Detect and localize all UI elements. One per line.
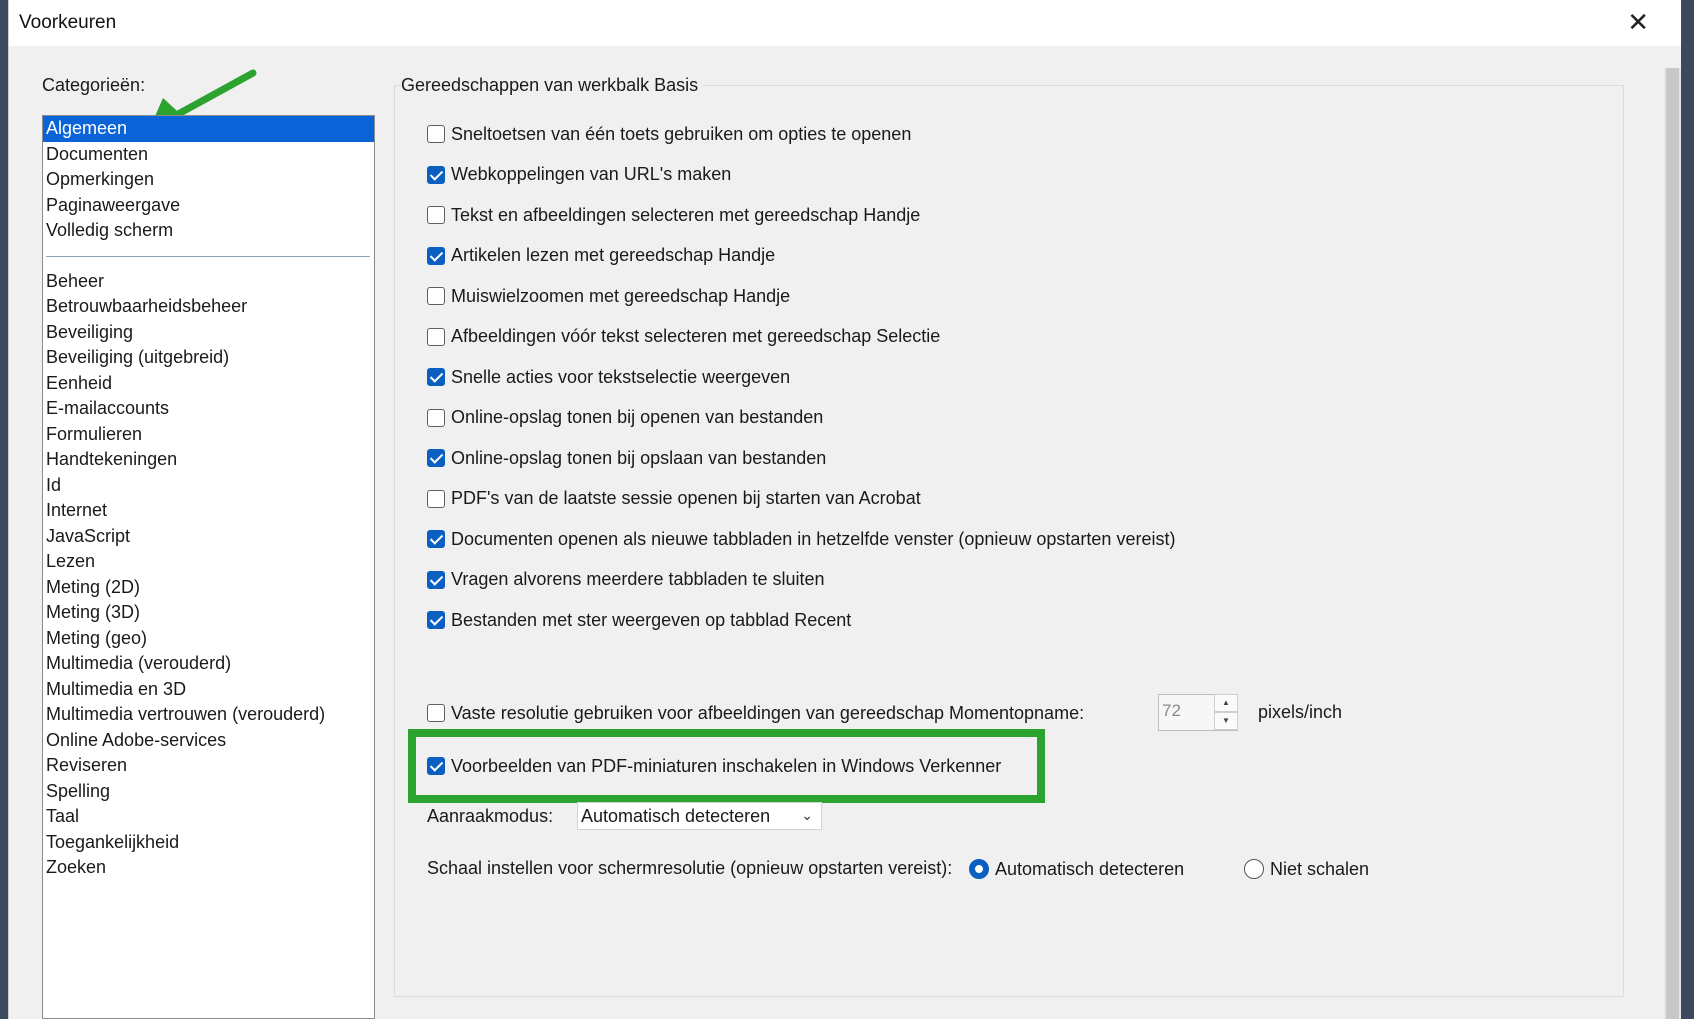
categories-label: Categorieën: xyxy=(42,75,146,95)
category-item[interactable]: Reviseren xyxy=(46,755,128,775)
option-checkbox[interactable] xyxy=(427,206,445,224)
option-row[interactable] xyxy=(427,325,940,349)
category-item[interactable]: Multimedia en 3D xyxy=(46,678,187,699)
option-label: Snelle acties voor tekstselectie weergeven xyxy=(451,366,791,387)
group-title: Gereedschappen van werkbalk Basis xyxy=(401,75,702,96)
scaling-label: Schaal instellen voor schermresolutie (opnieuw opstarten vereist): xyxy=(427,858,953,878)
option-label: Online-opslag tonen bij openen van bestanden xyxy=(451,407,824,427)
option-row[interactable] xyxy=(427,608,851,632)
option-checkbox[interactable] xyxy=(427,409,445,427)
stepper-up-icon[interactable]: ▲ xyxy=(1214,694,1238,712)
category-item[interactable]: Betrouwbaarheidsbeheer xyxy=(46,296,248,316)
window-title: Voorkeuren xyxy=(19,12,117,33)
category-item[interactable]: Algemeen xyxy=(43,116,374,142)
option-row[interactable] xyxy=(427,365,790,389)
resolution-unit: pixels/inch xyxy=(1258,702,1343,722)
option-label: Artikelen lezen met gereedschap Handje xyxy=(451,245,776,265)
scaling-auto-radio[interactable] xyxy=(969,859,989,879)
category-item[interactable]: Taal xyxy=(46,806,80,826)
option-checkbox[interactable] xyxy=(427,571,445,589)
option-checkbox[interactable] xyxy=(427,530,445,548)
option-row[interactable] xyxy=(427,527,1175,551)
option-checkbox[interactable] xyxy=(427,287,445,305)
option-row[interactable] xyxy=(427,163,731,187)
category-item[interactable]: Volledig scherm xyxy=(46,220,174,240)
touch-mode-label: Aanraakmodus: xyxy=(427,806,554,826)
scaling-none-option[interactable] xyxy=(1244,857,1369,881)
resolution-stepper[interactable] xyxy=(1214,694,1238,731)
category-item[interactable]: Meting (3D) xyxy=(46,602,141,622)
option-label: Tekst en afbeeldingen selecteren met gereedschap Handje xyxy=(451,204,921,225)
category-item[interactable]: JavaScript xyxy=(46,525,131,546)
category-item[interactable]: Lezen xyxy=(46,551,96,571)
thumbnails-label: Voorbeelden van PDF-miniaturen inschakelen in Windows Verkenner xyxy=(451,755,1002,776)
category-item[interactable]: Eenheid xyxy=(46,372,113,393)
option-label: Bestanden met ster weergeven op tabblad Recent xyxy=(451,609,852,630)
category-item[interactable]: Id xyxy=(46,474,62,495)
category-item[interactable]: E-mailaccounts xyxy=(46,398,170,418)
fixed-resolution-option[interactable] xyxy=(427,701,1084,725)
category-separator xyxy=(46,256,370,257)
category-item[interactable]: Beveiliging (uitgebreid) xyxy=(46,347,230,367)
option-checkbox[interactable] xyxy=(427,166,445,184)
option-label: Afbeeldingen vóór tekst selecteren met gereedschap Selectie xyxy=(451,326,941,346)
option-checkbox[interactable] xyxy=(427,247,445,265)
category-item[interactable]: Zoeken xyxy=(46,857,107,877)
category-item[interactable]: Beveiliging xyxy=(46,321,134,342)
option-row[interactable] xyxy=(427,406,823,430)
thumbnails-checkbox[interactable] xyxy=(427,757,445,775)
scaling-none-label: Niet schalen xyxy=(1270,858,1370,879)
option-checkbox[interactable] xyxy=(427,368,445,386)
option-label: Documenten openen als nieuwe tabbladen in hetzelfde venster (opnieuw opstarten vereist) xyxy=(451,528,1176,549)
option-checkbox[interactable] xyxy=(427,490,445,508)
scrollbar[interactable] xyxy=(1664,68,1681,1019)
option-row[interactable] xyxy=(427,568,825,592)
option-row[interactable] xyxy=(427,284,790,308)
scrollbar-thumb[interactable] xyxy=(1666,68,1679,1019)
category-item[interactable]: Multimedia vertrouwen (verouderd) xyxy=(46,704,326,724)
option-label: PDF's van de laatste sessie openen bij starten van Acrobat xyxy=(451,488,921,508)
scaling-auto-label: Automatisch detecteren xyxy=(995,858,1185,879)
preferences-dialog xyxy=(8,0,1681,1019)
stepper-down-icon[interactable]: ▼ xyxy=(1214,712,1238,730)
option-label: Webkoppelingen van URL's maken xyxy=(451,164,732,184)
scaling-none-radio[interactable] xyxy=(1244,859,1264,879)
touch-mode-value: Automatisch detecteren xyxy=(581,806,771,826)
category-item[interactable]: Meting (2D) xyxy=(46,576,141,597)
category-item[interactable]: Spelling xyxy=(46,780,111,801)
category-item[interactable]: Online Adobe-services xyxy=(46,729,227,750)
option-label: Vragen alvorens meerdere tabbladen te sluiten xyxy=(451,569,825,589)
scaling-auto-option[interactable] xyxy=(969,857,1184,881)
chevron-down-icon: ⌄ xyxy=(801,807,813,823)
category-item[interactable]: Handtekeningen xyxy=(46,449,178,469)
option-checkbox[interactable] xyxy=(427,328,445,346)
option-row[interactable] xyxy=(427,487,921,511)
category-item[interactable]: Meting (geo) xyxy=(46,627,148,648)
fixed-resolution-label: Vaste resolutie gebruiken voor afbeeldingen van gereedschap Momentopname: xyxy=(451,702,1085,723)
category-item[interactable]: Beheer xyxy=(46,270,105,291)
option-label: Sneltoetsen van één toets gebruiken om opties te openen xyxy=(451,123,912,144)
category-item[interactable]: Internet xyxy=(46,500,108,520)
option-checkbox[interactable] xyxy=(427,125,445,143)
categories-list[interactable] xyxy=(42,115,375,1019)
category-item[interactable]: Paginaweergave xyxy=(46,194,181,215)
option-label: Muiswielzoomen met gereedschap Handje xyxy=(451,285,791,306)
close-icon[interactable]: ✕ xyxy=(1627,7,1649,37)
fixed-resolution-checkbox[interactable] xyxy=(427,704,445,722)
option-checkbox[interactable] xyxy=(427,611,445,629)
thumbnails-option[interactable] xyxy=(427,754,1001,778)
option-row[interactable] xyxy=(427,446,826,470)
option-row[interactable] xyxy=(427,244,775,268)
category-item[interactable]: Multimedia (verouderd) xyxy=(46,653,232,673)
resolution-value: 72 xyxy=(1162,701,1181,720)
category-item[interactable]: Formulieren xyxy=(46,423,143,444)
touch-mode-select[interactable] xyxy=(577,802,822,830)
option-checkbox[interactable] xyxy=(427,449,445,467)
title-bar xyxy=(9,0,1681,46)
option-label: Online-opslag tonen bij opslaan van bestanden xyxy=(451,447,827,468)
option-row[interactable] xyxy=(427,122,911,146)
category-item[interactable]: Opmerkingen xyxy=(46,169,155,189)
option-row[interactable] xyxy=(427,203,920,227)
category-item[interactable]: Toegankelijkheid xyxy=(46,831,180,852)
category-item[interactable]: Documenten xyxy=(46,143,149,164)
